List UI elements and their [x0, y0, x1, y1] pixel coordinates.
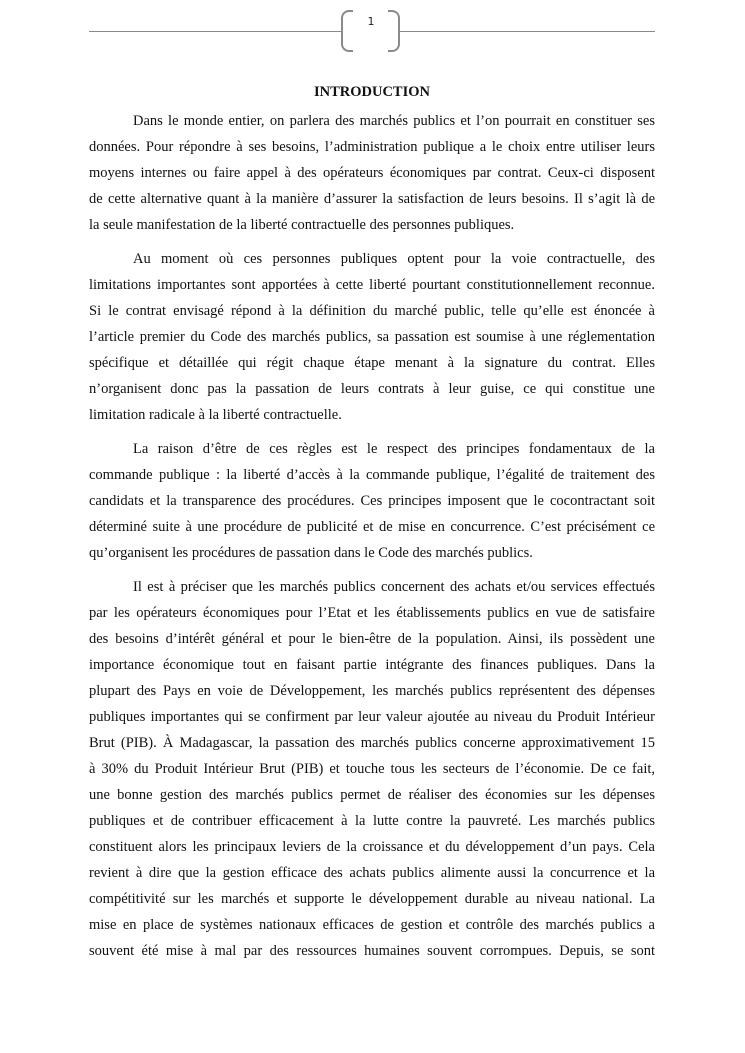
paragraph-line: données. Pour répondre à ses besoins, l’administration publique a le choix entre utiliser leurs [89, 139, 655, 155]
paragraph-line: Si le contrat envisagé répond à la définition du marché public, telle qu’elle est énoncée à [89, 303, 655, 319]
paragraph-line: Il est à préciser que les marchés publics concernent des achats et/ou services effectués [133, 579, 655, 595]
paragraph-line: déterminé suite à une procédure de publicité et de mise en concurrence. C’est précisément ce [89, 519, 655, 535]
paragraph-line: mise en place de systèmes nationaux efficaces de gestion et contrôle des marchés publics a [89, 917, 655, 933]
paragraph [89, 248, 655, 430]
paragraph-line: spécifique et détaillée qui régit chaque étape menant à la signature du contrat. Elles [89, 355, 655, 371]
paragraph-line: la seule manifestation de la liberté contractuelle des personnes publiques. [89, 217, 515, 233]
paragraph-line: publiques et de contribuer efficacement à la lutte contre la pauvreté. Les marchés publics [89, 813, 655, 829]
paragraph-line: à 30% du Produit Intérieur Brut (PIB) et touche tous les secteurs de l’économie. De ce fait, [89, 761, 655, 777]
header-rule-left [89, 31, 343, 32]
right-brace-decoration [388, 10, 400, 52]
paragraph-line: plupart des Pays en voie de Développement, les marchés publics représentent des dépenses [89, 683, 655, 699]
paragraph-line: constituent alors les principaux leviers de la croissance et du développement d’un pays. Cela [89, 839, 655, 855]
header-rule-right [398, 31, 655, 32]
paragraph [89, 110, 655, 240]
paragraph [89, 438, 655, 568]
paragraph-line: importance économique tout en faisant partie intégrante des finances publiques. Dans la [89, 657, 655, 673]
paragraph-line: de cette alternative quant à la manière d’assurer la satisfaction de leurs besoins. Il s’agit là de [89, 191, 655, 207]
paragraph-line: limitation radicale à la liberté contractuelle. [89, 407, 342, 423]
paragraph-line: l’article premier du Code des marchés publics, sa passation est soumise à une réglementation [89, 329, 655, 345]
paragraph-line: par les opérateurs économiques pour l’Etat et les établissements publics en vue de satisfaire [89, 605, 655, 621]
paragraph-line: des besoins d’intérêt général et pour le bien-être de la population. Ainsi, ils possèdent une [89, 631, 655, 647]
paragraph-line: revient à dire que la gestion efficace des achats publics alimente aussi la concurrence et la [89, 865, 655, 881]
paragraph-line: qu’organisent les procédures de passation dans le Code des marchés publics. [89, 545, 533, 561]
paragraph-line: compétitivité sur les marchés et supporte le développement durable au niveau national. La [89, 891, 655, 907]
paragraph-line: La raison d’être de ces règles est le respect des principes fondamentaux de la [133, 441, 655, 457]
paragraph-line: n’organisent donc pas la passation de leurs contrats à leur guise, ce qui constitue une [89, 381, 655, 397]
paragraph-line: commande publique : la liberté d’accès à la commande publique, l’égalité de traitement des [89, 467, 655, 483]
section-title: INTRODUCTION [313, 84, 430, 100]
paragraph-line: limitations importantes sont apportées à cette liberté pourtant constitutionnellement reconnue. [89, 277, 655, 293]
paragraph [89, 576, 655, 966]
paragraph-line: publiques importantes qui se confirment par leur valeur ajoutée au niveau du Produit Intérieur [89, 709, 655, 725]
paragraph-line: Dans le monde entier, on parlera des marchés publics et l’on pourrait en constituer ses [133, 113, 655, 129]
paragraph-line: moyens internes ou faire appel à des opérateurs économiques par contrat. Ceux-ci disposent [89, 165, 655, 181]
page-number: 1 [367, 15, 375, 28]
paragraph-line: Brut (PIB). À Madagascar, la passation des marchés publics concerne approximativement 15 [89, 735, 655, 751]
paragraph-line: une bonne gestion des marchés publics permet de réaliser des économies sur les dépenses [89, 787, 655, 803]
paragraph-line: Au moment où ces personnes publiques optent pour la voie contractuelle, des [133, 251, 655, 267]
paragraph-line: candidats et la transparence des procédures. Ces principes imposent que le cocontractant soit [89, 493, 655, 509]
paragraph-line: souvent été mise à mal par des ressources humaines souvent corrompues. Depuis, se sont [89, 943, 655, 959]
left-brace-decoration [341, 10, 353, 52]
document-body [89, 110, 655, 974]
